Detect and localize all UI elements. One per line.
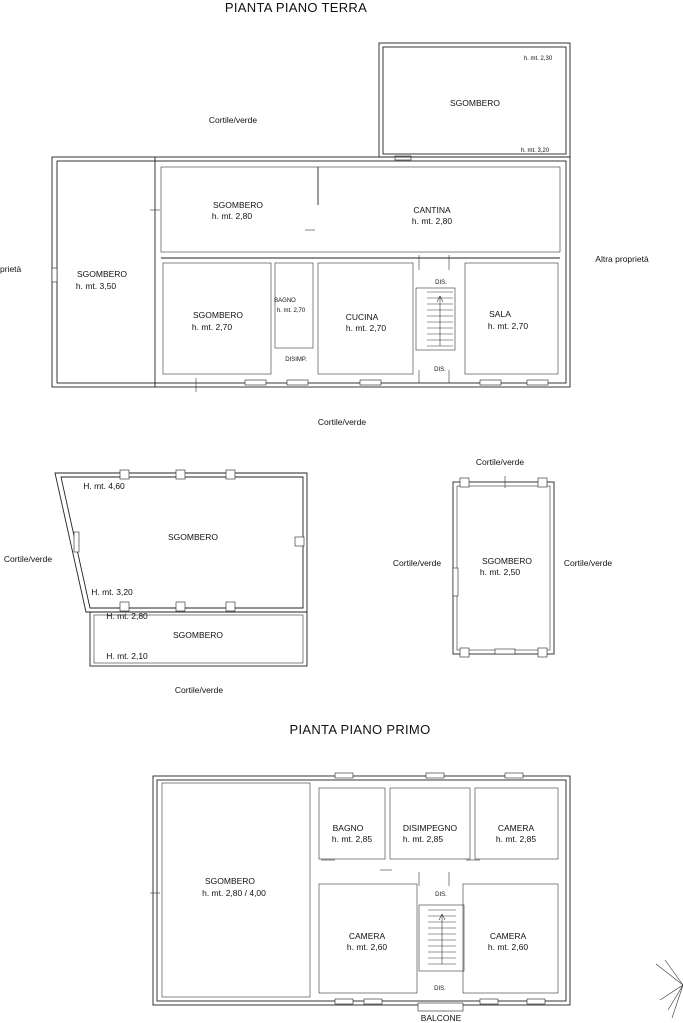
outbuilding-left-height-2: H. mt. 3,20 bbox=[91, 587, 133, 597]
first-camera-a-height: h. mt. 2,85 bbox=[495, 834, 537, 844]
outbuilding-left-cortile-left: Cortile/verde bbox=[3, 554, 53, 564]
ground-disimp-label: DISIMP. bbox=[285, 357, 307, 363]
room-cantina-name: CANTINA bbox=[413, 205, 451, 215]
room-sgombero-left-name: SGOMBERO bbox=[76, 269, 128, 279]
first-bagno-height: h. mt. 2,85 bbox=[331, 834, 373, 844]
first-camera-a-name: CAMERA bbox=[497, 823, 535, 833]
first-dis-label-1: DIS. bbox=[435, 892, 447, 898]
first-stair-symbol bbox=[419, 905, 464, 971]
first-camera-b-height: h. mt. 2,60 bbox=[346, 942, 388, 952]
outbuilding-left-lower-room-name: SGOMBERO bbox=[172, 630, 224, 640]
first-camera-c-name: CAMERA bbox=[489, 931, 527, 941]
room-sgombero-top-name: SGOMBERO bbox=[449, 98, 501, 108]
ground-dis-label-1: DIS. bbox=[435, 280, 447, 286]
outbuilding-left-height-4: H. mt. 2,10 bbox=[106, 651, 148, 661]
room-bagno-name: BAGNO bbox=[274, 298, 296, 304]
outbuilding-left-height-3: H. mt. 2,80 bbox=[106, 611, 148, 621]
first-balcone-label: BALCONE bbox=[420, 1013, 462, 1023]
first-camera-c-height: h. mt. 2,60 bbox=[487, 942, 529, 952]
room-sgombero-left-height: h. mt. 3,50 bbox=[75, 281, 117, 291]
first-sgombero-height: h. mt. 2,80 / 4,00 bbox=[202, 888, 266, 898]
room-sgombero-b-height: h. mt. 2,70 bbox=[191, 322, 233, 332]
first-disimpegno-name: DISIMPEGNO bbox=[402, 823, 458, 833]
room-cantina-height: h. mt. 2,80 bbox=[411, 216, 453, 226]
room-bagno-height: h. mt. 2,70 bbox=[276, 308, 306, 314]
outbuilding-left-height-1: H. mt. 4,60 bbox=[83, 481, 125, 491]
first-bagno-name: BAGNO bbox=[332, 823, 364, 833]
ground-floor-title: PIANTA PIANO TERRA bbox=[224, 0, 368, 15]
room-sgombero-a-name: SGOMBERO bbox=[212, 200, 264, 210]
ground-main-walls bbox=[52, 157, 570, 392]
room-sala-height: h. mt. 2,70 bbox=[487, 321, 529, 331]
outbuilding-right-cortile-left: Cortile/verde bbox=[392, 558, 442, 568]
room-sgombero-b-name: SGOMBERO bbox=[192, 310, 244, 320]
outbuilding-left-cortile-bottom: Cortile/verde bbox=[174, 685, 224, 695]
first-camera-b-name: CAMERA bbox=[348, 931, 386, 941]
outbuilding-right-height: h. mt. 2,50 bbox=[479, 567, 521, 577]
room-sala-name: SALA bbox=[489, 309, 511, 319]
north-arrow-icon bbox=[656, 960, 683, 1018]
outbuilding-right-room-name: SGOMBERO bbox=[481, 556, 533, 566]
first-dis-label-2: DIS. bbox=[434, 986, 446, 992]
outbuilding-right-cortile-top: Cortile/verde bbox=[475, 457, 525, 467]
cortile-label-bottom: Cortile/verde bbox=[317, 417, 367, 427]
room-cucina-height: h. mt. 2,70 bbox=[345, 323, 387, 333]
room-sgombero-top-height-b: h. mt. 3,20 bbox=[520, 148, 550, 154]
ground-dis-label-2: DIS. bbox=[434, 367, 446, 373]
first-floor-title: PIANTA PIANO PRIMO bbox=[289, 722, 431, 737]
cortile-label-top: Cortile/verde bbox=[208, 115, 258, 125]
ground-windows bbox=[52, 268, 548, 385]
first-disimpegno-height: h. mt. 2,85 bbox=[402, 834, 444, 844]
room-cucina-name: CUCINA bbox=[345, 312, 379, 322]
altra-proprieta-right: Altra proprietà bbox=[595, 254, 649, 264]
room-sgombero-top-height-a: h. mt. 2,30 bbox=[523, 56, 553, 62]
altra-proprieta-left: prietà bbox=[0, 264, 22, 274]
first-sgombero-name: SGOMBERO bbox=[204, 876, 256, 886]
outbuilding-right-cortile-right: Cortile/verde bbox=[563, 558, 613, 568]
room-sgombero-a-height: h. mt. 2,80 bbox=[211, 211, 253, 221]
ground-stair-symbol bbox=[416, 288, 455, 350]
outbuilding-left-room-name: SGOMBERO bbox=[167, 532, 219, 542]
